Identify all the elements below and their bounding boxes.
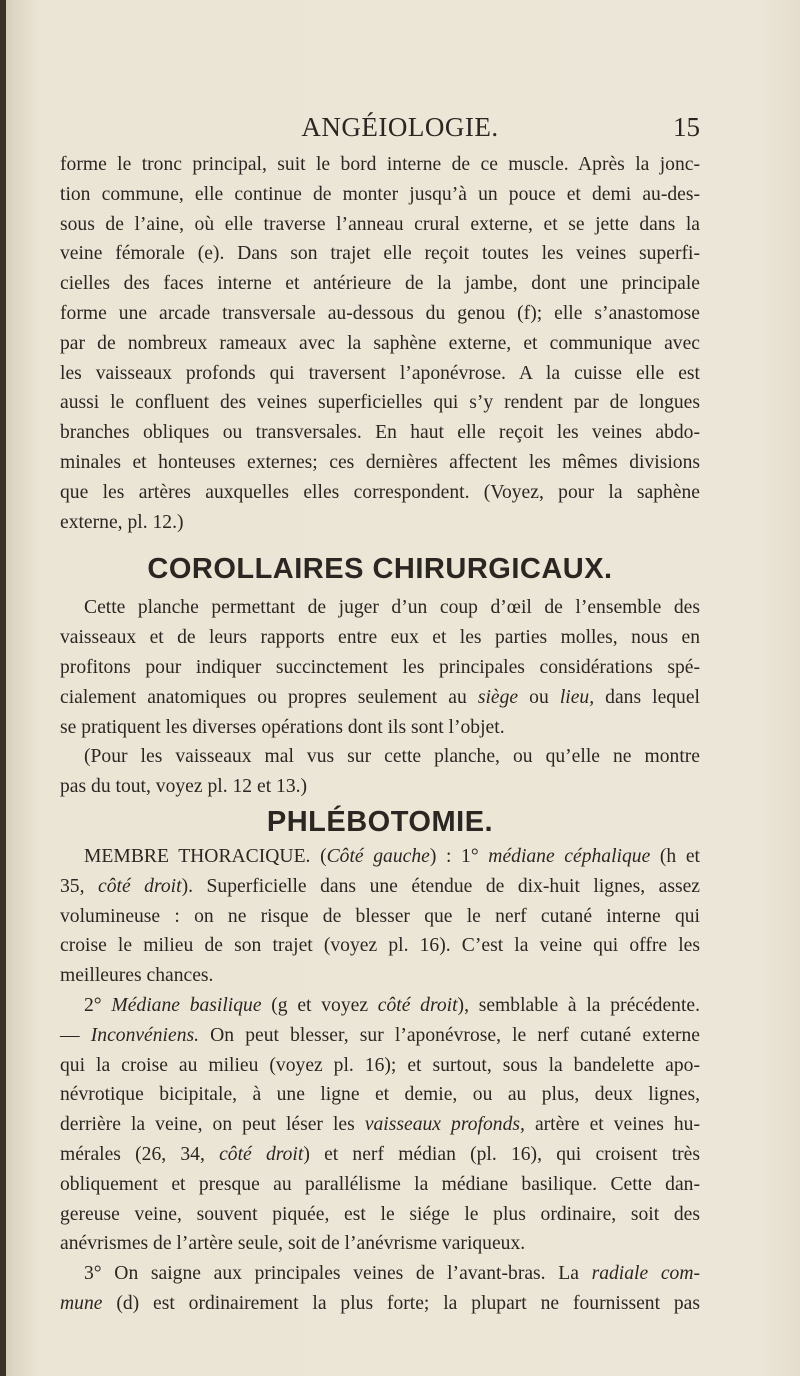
- text-line: derrière la veine, on peut léser les vaisseaux profonds, artère et veines hu-: [60, 1114, 700, 1136]
- page-number: 15: [673, 112, 700, 142]
- text-line: tion commune, elle continue de monter jusqu’à un pouce et demi au-des-: [60, 183, 700, 205]
- text-line: se pratiquent les diverses opérations dont ils sont l’objet.: [60, 716, 505, 738]
- text-line: qui la croise au milieu (voyez pl. 16); et surtout, sous la bandelette apo-: [60, 1054, 700, 1076]
- text-line: que les artères auxquelles elles correspondent. (Voyez, pour la saphène: [60, 481, 700, 503]
- text-line: forme le tronc principal, suit le bord interne de ce muscle. Après la jonc-: [60, 154, 700, 175]
- text-line: vaisseaux et de leurs rapports entre eux et les parties molles, nous en: [60, 627, 700, 649]
- text-line: 35, côté droit). Superficielle dans une étendue de dix-huit lignes, assez: [60, 875, 700, 897]
- text-line: pas du tout, voyez pl. 12 et 13.): [60, 776, 308, 798]
- text-line: les vaisseaux profonds qui traversent l’aponévrose. A la cuisse elle est: [60, 362, 700, 384]
- body-text: [60, 150, 700, 1319]
- italic-term: lieu,: [559, 686, 595, 708]
- running-title: ANGÉIOLOGIE.: [301, 112, 499, 142]
- text-line: branches obliques ou transversales. En haut elle reçoit les veines abdo-: [60, 422, 700, 444]
- text-line: aussi le confluent des veines superficielles qui s’y rendent par de longues: [60, 392, 700, 414]
- text-line: minales et honteuses externes; ces dernières affectent les mêmes divisions: [60, 451, 700, 473]
- paragraph-membre-thoracique: [60, 842, 700, 991]
- text-line: veine fémorale (e). Dans son trajet elle reçoit toutes les veines superfi-: [60, 243, 700, 265]
- text-line: — Inconvéniens. On peut blesser, sur l’aponévrose, le nerf cutané externe: [60, 1024, 701, 1046]
- text-line: cialement anatomiques ou propres seulement au siège ou lieu, dans lequel: [60, 686, 700, 708]
- text-line: (Pour les vaisseaux mal vus sur cette planche, ou qu’elle ne montre: [84, 746, 700, 768]
- text-line: mune (d) est ordinairement la plus forte; la plupart ne fournissent pas: [60, 1292, 700, 1314]
- page-header: [60, 112, 700, 148]
- text-line: cielles des faces interne et antérieure de la jambe, dont une principale: [60, 273, 700, 295]
- text-line: meilleures chances.: [60, 965, 214, 987]
- text-line: forme une arcade transversale au-dessous du genou (f); elle s’anastomose: [60, 302, 700, 324]
- text-line: anévrismes de l’artère seule, soit de l’anévrisme variqueux.: [60, 1233, 526, 1255]
- heading-phlebotomie: PHLÉBOTOMIE.: [266, 805, 494, 838]
- paragraph-corollaires: [60, 593, 700, 742]
- paragraph-note: [60, 742, 700, 802]
- text-line: sous de l’aine, où elle traverse l’anneau crural externe, et se jette dans la: [60, 213, 700, 235]
- text-line: 3° On saigne aux principales veines de l’avant-bras. La radiale com-: [84, 1263, 700, 1285]
- text-line: par de nombreux rameaux avec la saphène externe, et communique avec: [60, 332, 700, 354]
- italic-term: siège: [477, 686, 519, 708]
- text-line: 2° Médiane basilique (g et voyez côté droit), semblable à la précédente.: [84, 994, 700, 1016]
- heading-corollaires: COROLLAIRES CHIRURGICAUX.: [147, 553, 613, 586]
- text-line: volumineuse : on ne risque de blesser que le nerf cutané interne qui: [60, 905, 700, 927]
- text-line: névrotique bicipitale, à une ligne et demie, ou au plus, deux lignes,: [60, 1084, 700, 1106]
- text-line: Cette planche permettant de juger d’un coup d’œil de l’ensemble des: [84, 597, 700, 619]
- text-line: croise le milieu de son trajet (voyez pl. 16). C’est la veine qui offre les: [60, 935, 700, 957]
- text-line: profitons pour indiquer succinctement les principales considérations spé-: [60, 656, 700, 678]
- text-line: mérales (26, 34, côté droit) et nerf médian (pl. 16), qui croisent très: [60, 1143, 700, 1165]
- paragraph-avant-bras: [60, 1259, 700, 1319]
- text-line: externe, pl. 12.): [60, 511, 184, 533]
- paragraph-mediane-basilique: [60, 991, 700, 1259]
- text-line: gereuse veine, souvent piquée, est le siége le plus ordinaire, soit des: [60, 1203, 700, 1225]
- page-spine-edge: [0, 0, 6, 1376]
- paragraph-saphene-interne: [60, 150, 700, 537]
- text-line: obliquement et presque au parallélisme la médiane basilique. Cette dan-: [60, 1173, 700, 1195]
- text-line: MEMBRE THORACIQUE. (Côté gauche) : 1° médiane céphalique (h et: [84, 845, 700, 867]
